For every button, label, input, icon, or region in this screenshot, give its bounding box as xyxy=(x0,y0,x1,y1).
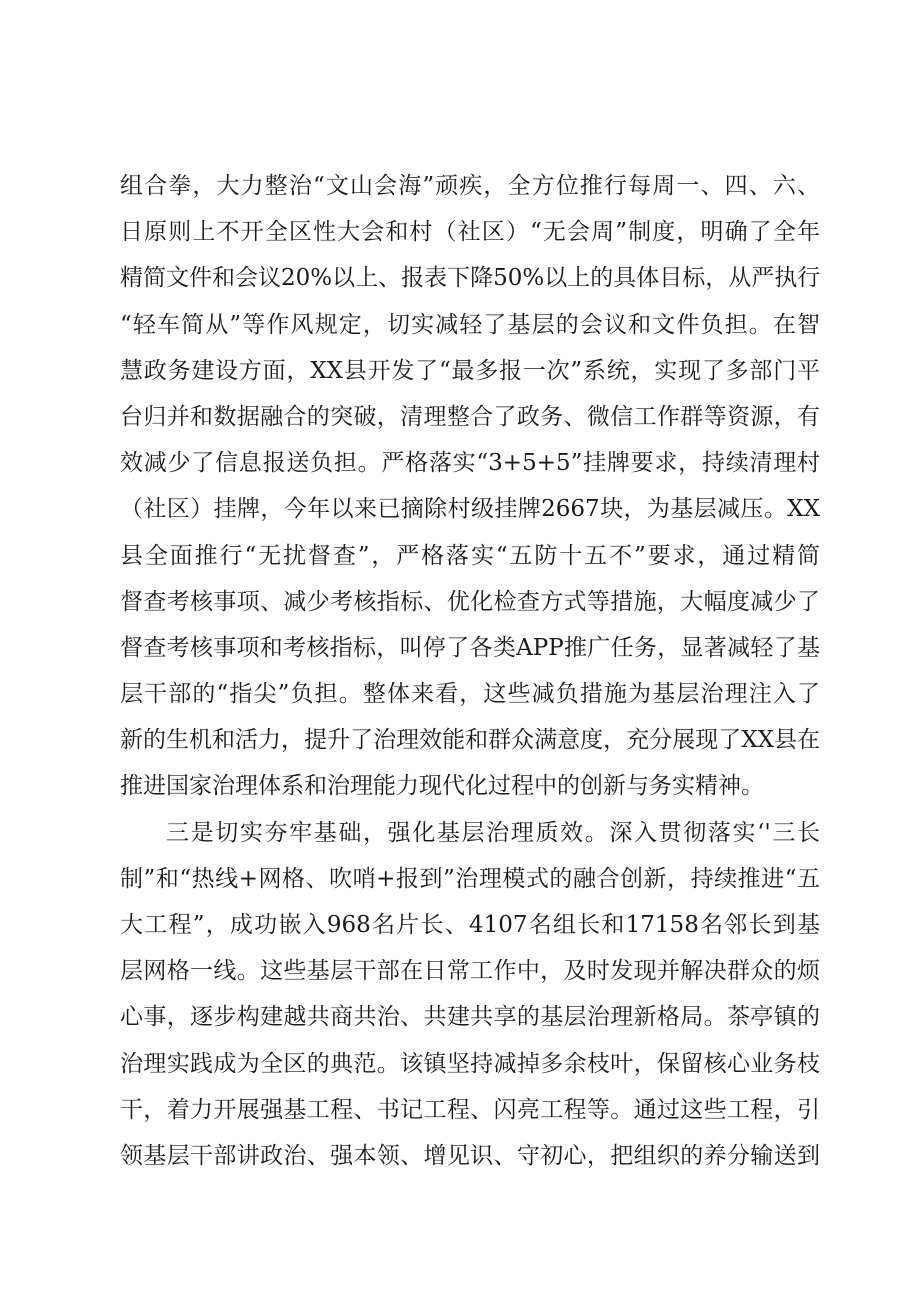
text-line: 新的生机和活力，提升了治理效能和群众满意度，充分展现了XX县在 xyxy=(120,727,820,754)
text-line: 日原则上不开全区性大会和村（社区）“无会周”制度，明确了全年 xyxy=(120,219,820,246)
text-line: 组合拳，大力整治“文山会海”顽疾，全方位推行每周一、四、六、 xyxy=(120,173,820,199)
body-text xyxy=(120,163,820,1179)
text-line: 效减少了信息报送负担。严格落实“3+5+5”挂牌要求，持续清理村 xyxy=(120,450,820,477)
text-line: 领基层干部讲政治、强本领、增见识、守初心，把组织的养分输送到 xyxy=(120,1142,820,1169)
paragraph-first-line: 三是切实夯牢基础，强化基层治理质效。深入贯彻落实‘'三长 xyxy=(166,819,820,846)
text-line: 督查考核事项和考核指标，叫停了各类APP推广任务，显著减轻了基 xyxy=(120,634,820,661)
text-line: 精简文件和会议20%以上、报表下降50%以上的具体目标，从严执行 xyxy=(120,265,821,292)
text-line: 治理实践成为全区的典范。该镇坚持减掉多余枝叶，保留核心业务枝 xyxy=(120,1050,820,1077)
text-line: 大工程”，成功嵌入968名片长、4107名组长和17158名邻长到基 xyxy=(120,912,820,938)
text-line: （社区）挂牌，今年以来已摘除村级挂牌2667块，为基层减压。XX xyxy=(120,496,820,523)
text-line: “轻车简从”等作风规定，切实减轻了基层的会议和文件负担。在智 xyxy=(120,311,820,338)
text-line: 慧政务建设方面，XX县开发了“最多报一次”系统，实现了多部门平 xyxy=(120,357,820,384)
paragraph-last-line: 推进国家治理体系和治理能力现代化过程中的创新与务实精神。 xyxy=(120,773,764,800)
text-line: 心事，逐步构建越共商共治、共建共享的基层治理新格局。茶亭镇的 xyxy=(120,1004,820,1031)
text-line: 台归并和数据融合的突破，清理整合了政务、微信工作群等资源，有 xyxy=(120,403,820,430)
text-line: 督查考核事项、减少考核指标、优化检查方式等措施，大幅度减少了 xyxy=(120,588,820,615)
text-line: 层干部的“指尖”负担。整体来看，这些减负措施为基层治理注入了 xyxy=(120,681,820,708)
text-line: 干，着力开展强基工程、书记工程、闪亮工程等。通过这些工程，引 xyxy=(120,1096,820,1123)
text-line: 县全面推行“无扰督查”，严格落实“五防十五不”要求，通过精简 xyxy=(120,542,820,569)
text-line: 层网格一线。这些基层干部在日常工作中，及时发现并解决群众的烦 xyxy=(120,958,820,985)
text-line: 制”和“热线+网格、吹哨+报到”治理模式的融合创新，持续推进“五 xyxy=(120,865,820,892)
